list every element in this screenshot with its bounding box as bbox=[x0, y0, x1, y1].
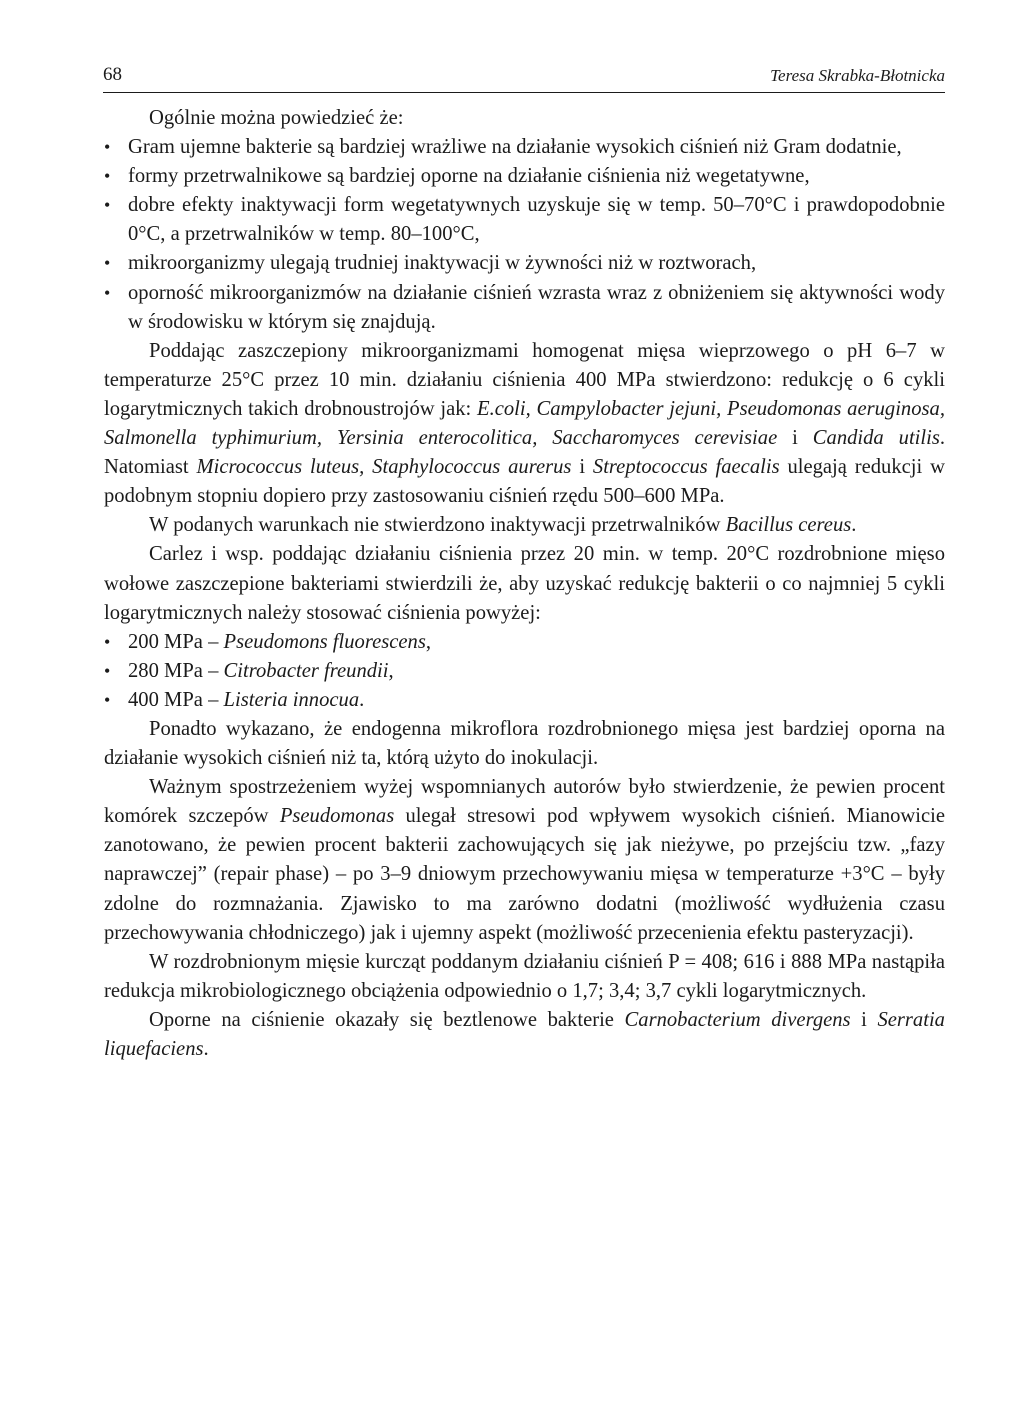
page-number: 68 bbox=[103, 64, 122, 85]
list-item: • 200 MPa – Pseudomons fluorescens, bbox=[104, 628, 945, 657]
intro-paragraph: Ogólnie można powiedzieć że: bbox=[149, 107, 404, 129]
species-name: Listeria innocua bbox=[223, 688, 360, 711]
pressure-list bbox=[104, 628, 945, 715]
species-name: Bacillus cereus bbox=[725, 514, 852, 537]
paragraph-chicken-meat: W rozdrobnionym mięsie kurcząt poddanym działaniu ciśnień P = 408; 616 i 888 MPa nastąpiła redukcja mikrobiologicznego obciążenia odpowiednio o 1,7; 3,4; 3,7 cykli logarytmicznych. bbox=[104, 950, 945, 1002]
species-name: Pseudomonas bbox=[279, 805, 395, 828]
list-item: • 280 MPa – Citrobacter freundii, bbox=[104, 657, 945, 686]
paragraph-repair-phase: Ważnym spostrzeżeniem wyżej wspomnianych autorów było stwierdzenie, że pewien procent komórek szczepów Pseudomonas ulegał stresowi pod wpływem wysokich ciśnień. Mianowicie zanotowano, że pewien procent bakterii zachowujących się jak nieżywe, po przejściu tzw. „fazy naprawczej” (repair phase) – po 3–9 dniowym przechowywaniu mięsa w temperaturze +3°C – były zdolne do rozmnażania. Zjawisko to ma zarówno dodatni (możliwość wydłużenia czasu przechowywania chłodniczego) jak i ujemny aspekt (możliwość przecenienia efektu pasteryzacji). bbox=[104, 776, 946, 944]
running-header-author: Teresa Skrabka-Błotnicka bbox=[770, 66, 945, 85]
species-name: Streptococcus faecalis bbox=[592, 456, 780, 479]
species-name: Pseudomons fluorescens bbox=[223, 630, 426, 653]
findings-list bbox=[104, 133, 945, 337]
paragraph-bacillus: W podanych warunkach nie stwierdzono inaktywacji przetrwalników Bacillus cereus. bbox=[149, 514, 857, 537]
paragraph-anaerobic-bacteria: Oporne na ciśnienie okazały się beztlenowe bakterie Carnobacterium divergens i Serratia liquefaciens. bbox=[104, 1008, 945, 1060]
species-names: E.coli, Campylobacter jejuni, Pseudomonas aeruginosa, Salmonella typhimurium, Yersinia enterocolitica, Saccharomyces cerevisiae bbox=[104, 397, 945, 450]
paragraph-endogenous-microflora: Ponadto wykazano, że endogenna mikroflora rozdrobnionego mięsa jest bardziej oporna na działanie wysokich ciśnień niż ta, którą użyto do inokulacji. bbox=[104, 717, 945, 770]
species-name: Citrobacter freundii bbox=[223, 659, 389, 682]
species-name: Serratia liquefaciens bbox=[104, 1008, 945, 1060]
paragraph-pork-homogenate: Poddając zaszczepiony mikroorganizmami homogenat mięsa wieprzowego o pH 6–7 w temperaturze 25°C przez 10 min. działaniu ciśnienia 400 MPa stwierdzono: redukcję o 6 cykli logarytmicznych takich drobnoustrojów jak: E.coli, Campylobacter jejuni, Pseudomonas aeruginosa, Salmonella typhimurium, Yersinia enterocolitica, Saccharomyces cerevisiae i Candida utilis. Natomiast Micrococcus luteus, Staphylococcus aurerus i Streptococcus faecalis ulegają redukcji w podobnym stopniu dopiero przy zastosowaniu ciśnień rzędu 500–600 MPa. bbox=[104, 339, 945, 508]
page-body bbox=[104, 104, 945, 1064]
list-item: • oporność mikroorganizmów na działanie ciśnień wzrasta wraz z obniżeniem się aktywności wody w środowisku w którym się znajdują. bbox=[104, 279, 945, 337]
paragraph-carlez: Carlez i wsp. poddając działaniu ciśnienia przez 20 min. w temp. 20°C rozdrobnione mięso wołowe zaszczepione bakteriami stwierdzili że, aby uzyskać redukcję bakterii o co najmniej 5 cykli logarytmicznych należy stosować ciśnienia powyżej: bbox=[104, 543, 945, 624]
species-name: Carnobacterium divergens bbox=[624, 1008, 851, 1031]
list-item: • mikroorganizmy ulegają trudniej inaktywacji w żywności niż w roztworach, bbox=[104, 249, 945, 278]
list-item: • 400 MPa – Listeria innocua. bbox=[104, 686, 945, 715]
species-name: Candida utilis bbox=[812, 427, 940, 450]
page-header bbox=[103, 62, 945, 93]
list-item: • Gram ujemne bakterie są bardziej wrażliwe na działanie wysokich ciśnień niż Gram dodatnie, bbox=[104, 133, 945, 162]
species-names: Micrococcus luteus, Staphylococcus aurerus bbox=[196, 456, 572, 479]
list-item: • dobre efekty inaktywacji form wegetatywnych uzyskuje się w temp. 50–70°C i prawdopodobnie 0°C, a przetrwalników w temp. 80–100°C, bbox=[104, 191, 945, 249]
list-item: • formy przetrwalnikowe są bardziej oporne na działanie ciśnienia niż wegetatywne, bbox=[104, 162, 945, 191]
